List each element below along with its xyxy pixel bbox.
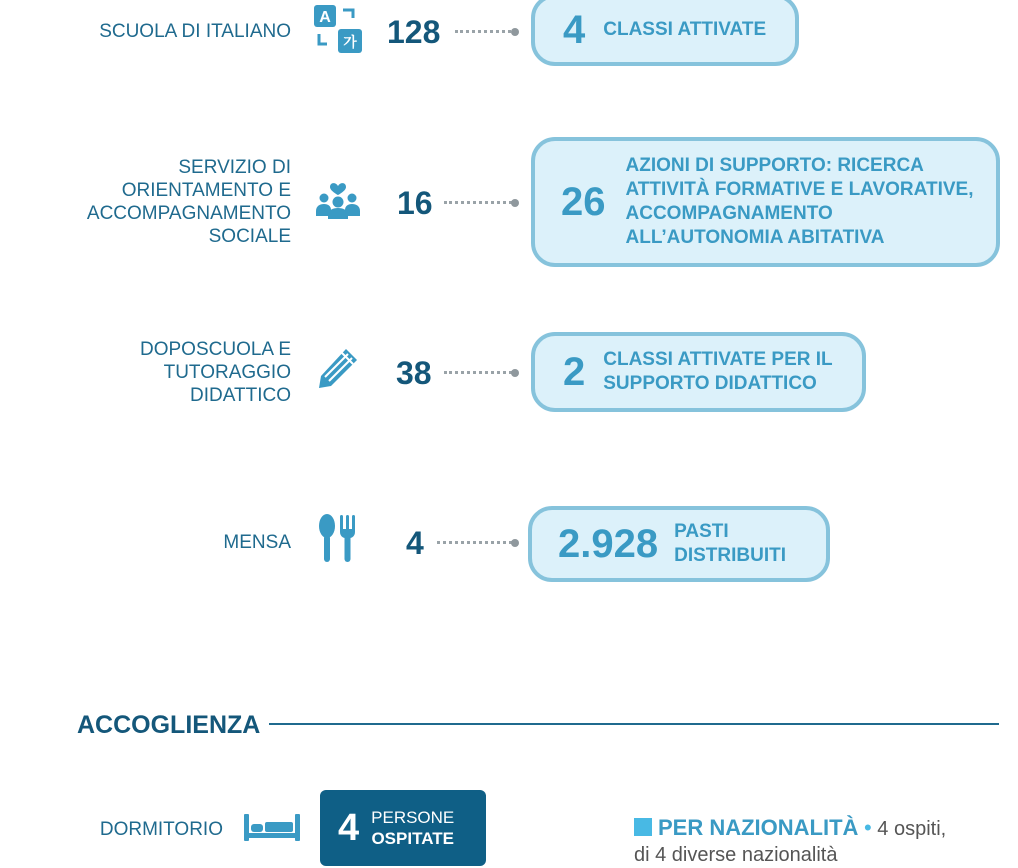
- result-text: PASTI DISTRIBUITI: [674, 521, 786, 566]
- result-box: [531, 0, 799, 66]
- guests-text: PERSONE OSPITATE: [371, 808, 455, 848]
- section-divider: [269, 723, 999, 725]
- result-text: AZIONI DI SUPPORTO: RICERCA ATTIVITÀ FORMATIVE E LAVORATIVE, ACCOMPAGNAMENTO ALL’AUTONOMIA ABITATIVA: [625, 155, 974, 248]
- connector-dots: [455, 30, 511, 33]
- nationality-text-line2: di 4 diverse nazionalità: [634, 844, 838, 866]
- spoon-fork-icon: [318, 513, 358, 563]
- service-count: 38: [396, 355, 432, 391]
- connector-dots: [437, 541, 512, 544]
- connector-end: [511, 28, 519, 36]
- nationality-text: 4 ospiti,: [871, 818, 947, 840]
- service-count: 16: [397, 185, 433, 221]
- service-label: SERVIZIO DI ORIENTAMENTO E ACCOMPAGNAMENTO SOCIALE: [86, 157, 291, 247]
- service-count: 128: [387, 14, 441, 50]
- nationality-block: [634, 815, 1014, 868]
- connector-end: [511, 539, 519, 547]
- pencil-icon: [316, 346, 360, 390]
- svg-text:가: 가: [343, 35, 357, 51]
- result-number: 4: [563, 8, 586, 52]
- service-label: DOPOSCUOLA E TUTORAGGIO DIDATTICO: [140, 339, 291, 406]
- svg-text:A: A: [319, 9, 331, 26]
- guests-box: [320, 790, 486, 866]
- result-box: [531, 332, 866, 412]
- nationality-title: PER NAZIONALITÀ: [658, 815, 859, 840]
- result-number: 2: [563, 350, 586, 394]
- people-heart-icon: [315, 176, 361, 220]
- result-box: [528, 506, 830, 582]
- bed-icon: [244, 812, 300, 842]
- translate-icon: [313, 4, 363, 54]
- result-number: 2.928: [558, 522, 659, 566]
- result-box: [531, 137, 1000, 267]
- service-count: 4: [406, 525, 424, 561]
- section-title: ACCOGLIENZA: [77, 711, 261, 739]
- bullet: •: [864, 815, 872, 840]
- result-number: 26: [561, 180, 606, 224]
- service-label: MENSA: [223, 532, 291, 553]
- result-text: CLASSI ATTIVATE: [603, 19, 767, 40]
- guests-number: 4: [338, 807, 360, 849]
- connector-dots: [444, 371, 512, 374]
- connector-dots: [444, 201, 512, 204]
- result-text: CLASSI ATTIVATE PER IL SUPPORTO DIDATTICO: [603, 349, 833, 394]
- connector-end: [511, 369, 519, 377]
- dormitorio-label: DORMITORIO: [99, 819, 223, 840]
- service-label: SCUOLA DI ITALIANO: [99, 21, 291, 42]
- square-bullet-icon: [634, 818, 652, 836]
- connector-end: [511, 199, 519, 207]
